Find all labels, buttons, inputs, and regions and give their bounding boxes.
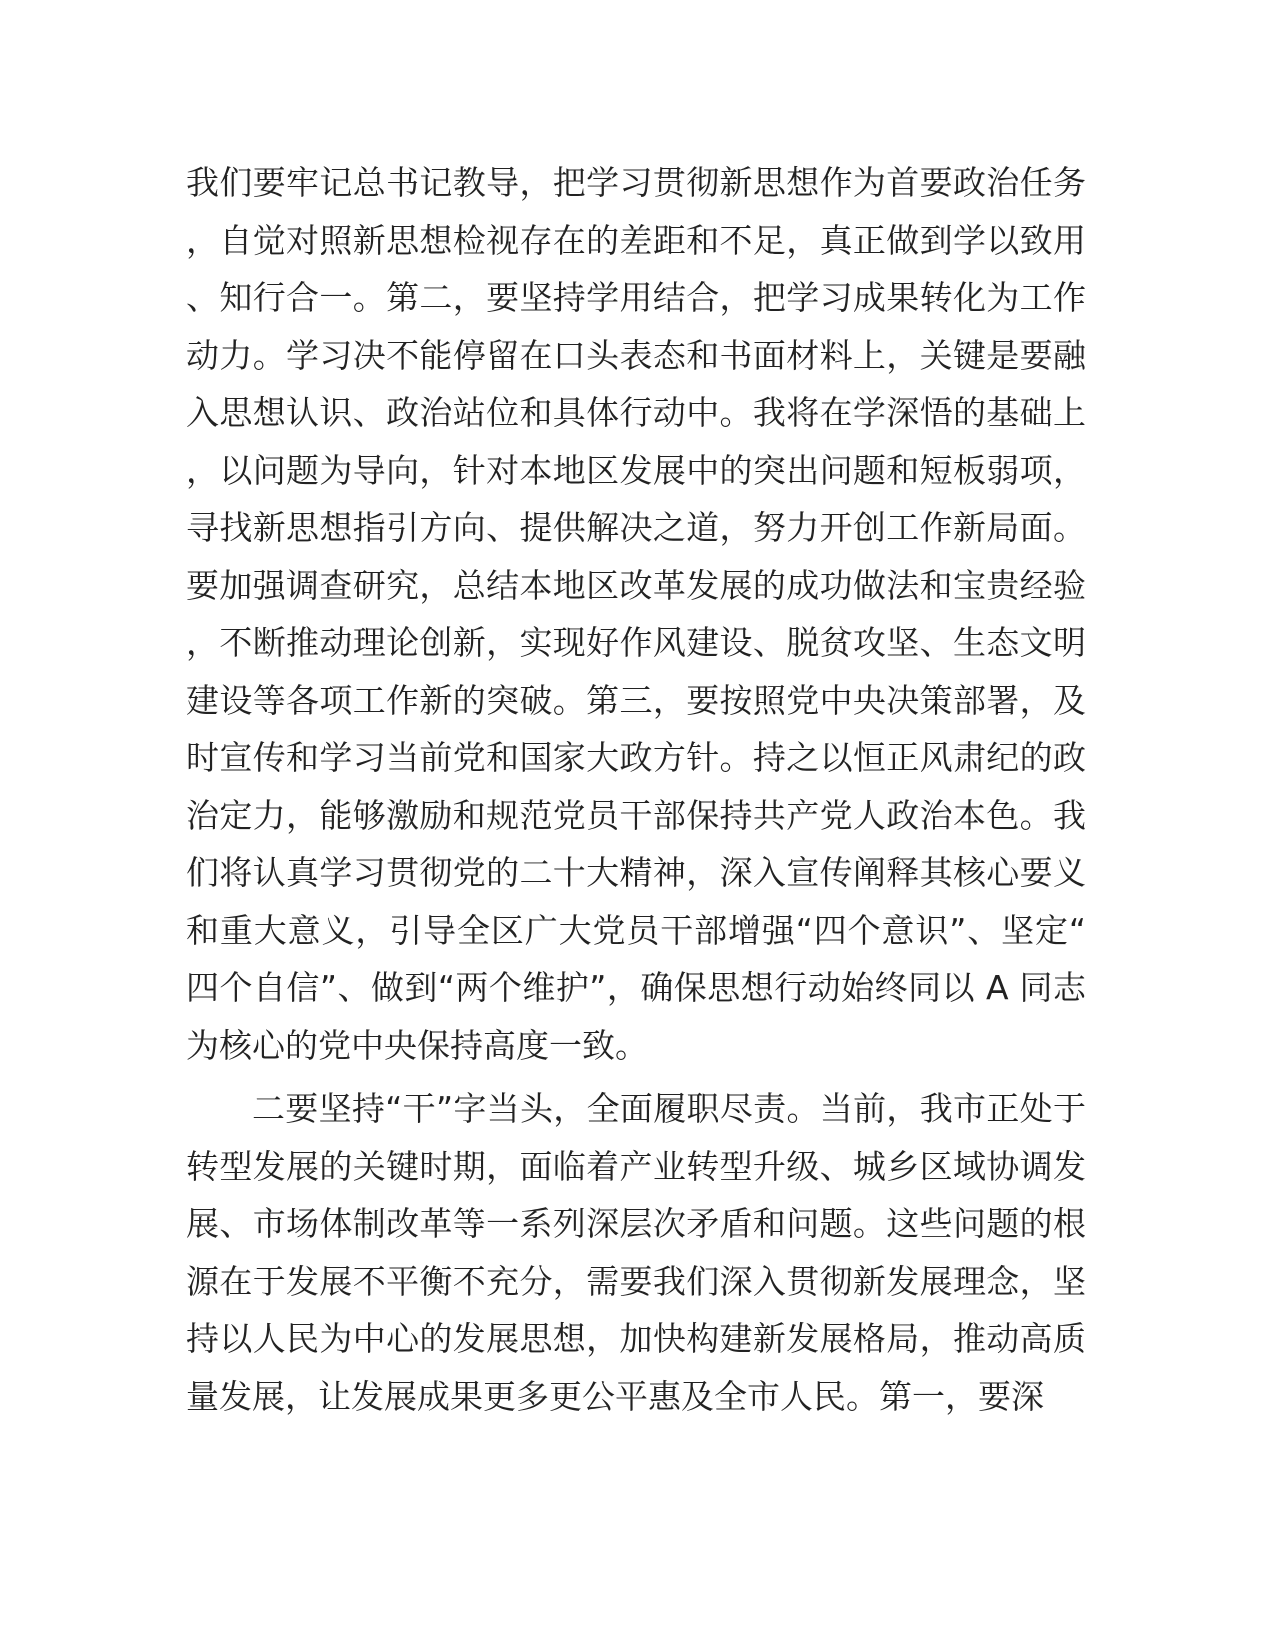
paragraph-2: 二要坚持“干”字当头，全面履职尽责。当前，我市正处于转型发展的关键时期，面临着产业转型升级、城乡区域协调发展、市场体制改革等一系列深层次矛盾和问题。这些问题的根源在于发展不平衡不充分，需要我们深入贯彻新发展理念，坚持以人民为中心的发展思想，加快构建新发展格局，推动高质量发展，让发展成果更多更公平惠及全市人民。第一，要深: [186, 1089, 1086, 1416]
paragraph-1: 我们要牢记总书记教导，把学习贯彻新思想作为首要政治任务，自觉对照新思想检视存在的差距和不足，真正做到学以致用、知行合一。第二，要坚持学用结合，把学习成果转化为工作动力。学习决不能停留在口头表态和书面材料上，关键是要融入思想认识、政治站位和具体行动中。我将在学深悟的基础上，以问题为导向，针对本地区发展中的突出问题和短板弱项，寻找新思想指引方向、提供解决之道，努力开创工作新局面。要加强调查研究，总结本地区改革发展的成功做法和宝贵经验，不断推动理论创新，实现好作风建设、脱贫攻坚、生态文明建设等各项工作新的突破。第三，要按照党中央决策部署，及时宣传和学习当前党和国家大政方针。持之以恒正风肃纪的政治定力，能够激励和规范党员干部保持共产党人政治本色。我们将认真学习贯彻党的二十大精神，深入宣传阐释其核心要义和重大意义，引导全区广大党员干部增强“四个意识”、坚定“四个自信”、做到“两个维护”，确保思想行动始终同以 A 同志为核心的党中央保持高度一致。: [186, 163, 1086, 1065]
document-body: [186, 154, 1086, 1425]
